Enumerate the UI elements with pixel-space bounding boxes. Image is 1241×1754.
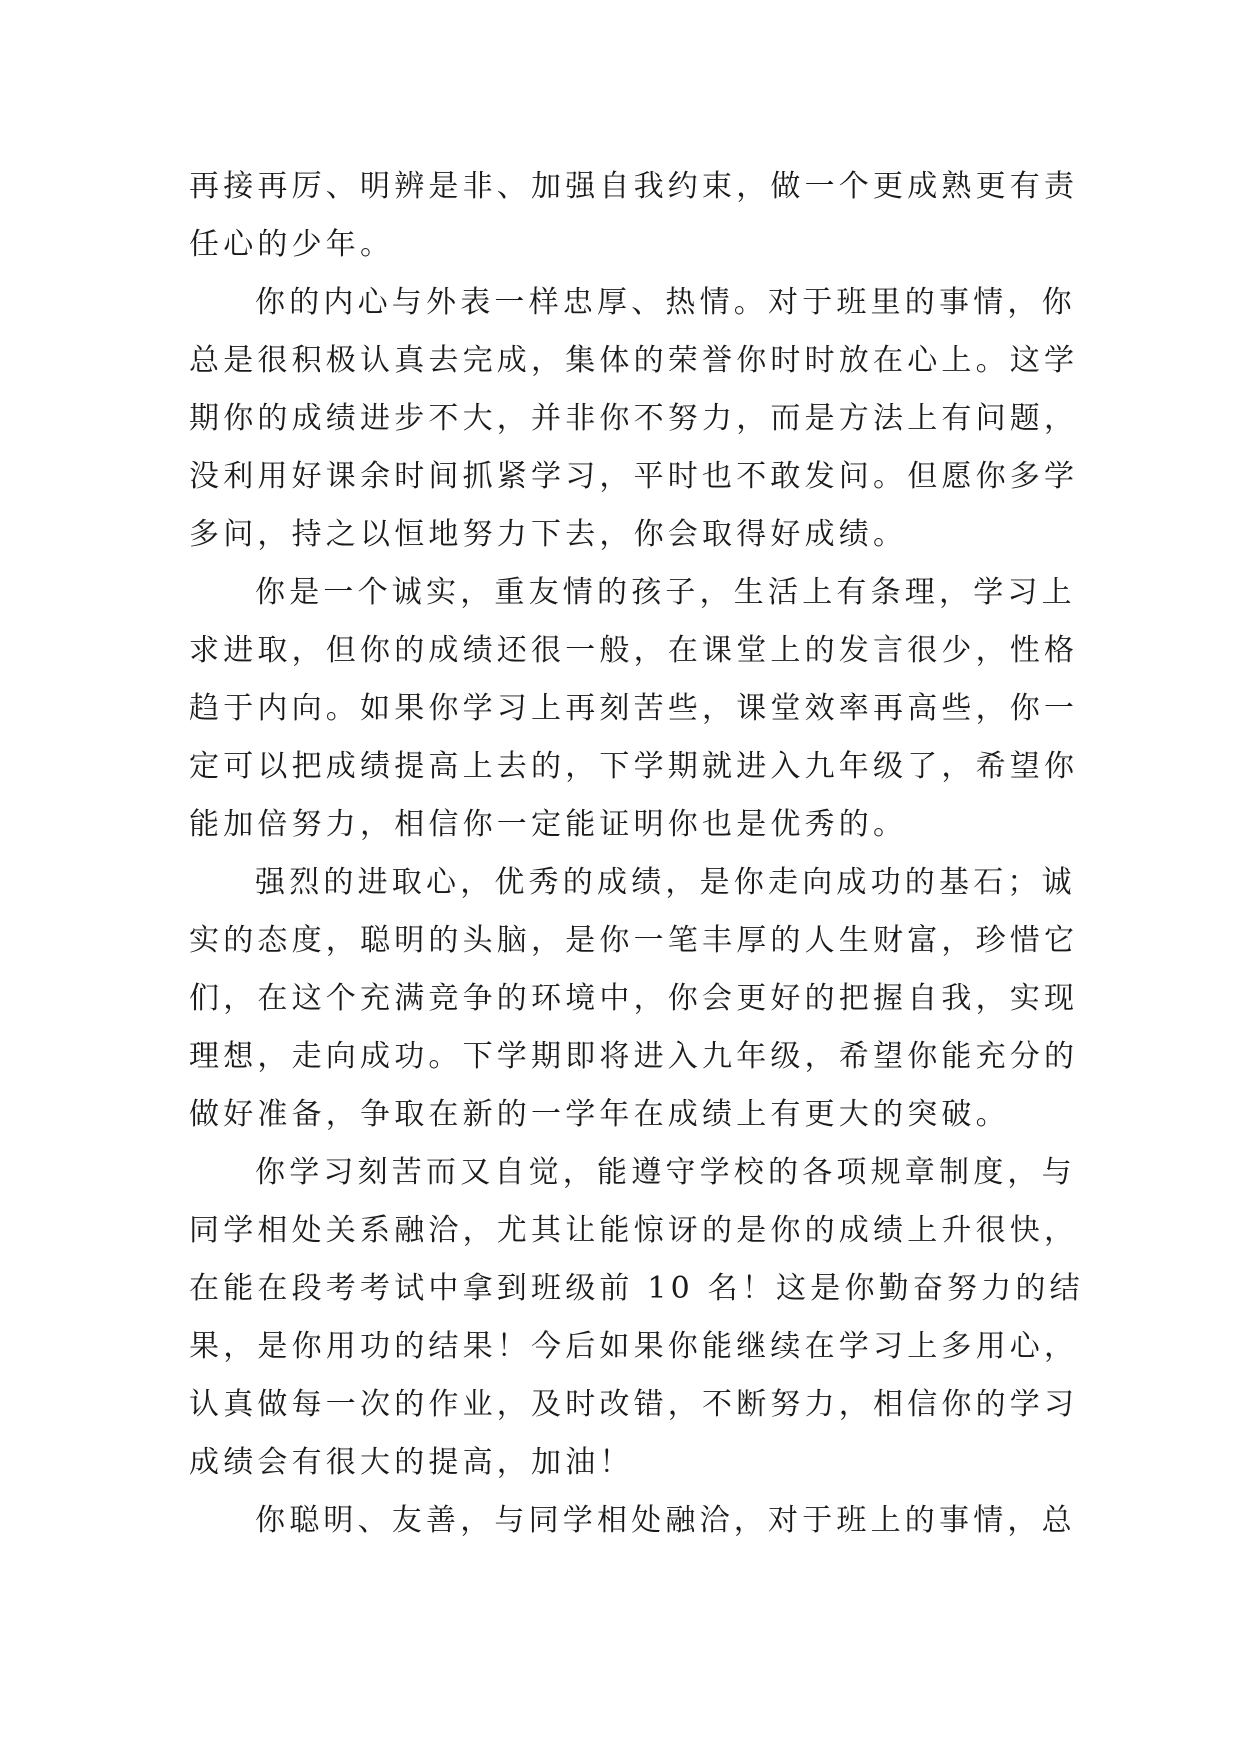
comment-text-block (189, 158, 1084, 1550)
text-line-22: 认真做每一次的作业，及时改错，不断努力，相信你的学习 (189, 1387, 1079, 1422)
text-line-9: 求进取，但你的成绩还很一般，在课堂上的发言很少，性格 (189, 633, 1079, 668)
text-line-5: 期你的成绩进步不大，并非你不努力，而是方法上有问题， (189, 401, 1079, 436)
text-line-18: 你学习刻苦而又自觉，能遵守学校的各项规章制度，与 (255, 1155, 1076, 1190)
text-line-17: 做好准备，争取在新的一学年在成绩上有更大的突破。 (189, 1097, 1010, 1132)
text-line-7: 多问，持之以恒地努力下去，你会取得好成绩。 (189, 517, 908, 552)
text-line-4: 总是很积极认真去完成，集体的荣誉你时时放在心上。这学 (189, 343, 1079, 378)
text-line-21: 果，是你用功的结果！今后如果你能继续在学习上多用心， (189, 1329, 1079, 1364)
text-line-16: 理想，走向成功。下学期即将进入九年级，希望你能充分的 (189, 1039, 1079, 1074)
text-line-20: 在能在段考考试中拿到班级前 10 名！这是你勤奋努力的结 (189, 1271, 1084, 1306)
text-line-6: 没利用好课余时间抓紧学习，平时也不敢发问。但愿你多学 (189, 459, 1079, 494)
text-line-3: 你的内心与外表一样忠厚、热情。对于班里的事情，你 (255, 285, 1076, 320)
text-line-23: 成绩会有很大的提高，加油！ (189, 1445, 634, 1480)
text-line-10: 趋于内向。如果你学习上再刻苦些，课堂效率再高些，你一 (189, 691, 1079, 726)
text-line-15: 们，在这个充满竞争的环境中，你会更好的把握自我，实现 (189, 981, 1079, 1016)
text-line-8: 你是一个诚实，重友情的孩子，生活上有条理，学习上 (255, 575, 1076, 610)
text-line-14: 实的态度，聪明的头脑，是你一笔丰厚的人生财富，珍惜它 (189, 923, 1079, 958)
text-line-2: 任心的少年。 (189, 227, 395, 262)
text-line-1: 再接再厉、明辨是非、加强自我约束，做一个更成熟更有责 (189, 169, 1079, 204)
text-line-12: 能加倍努力，相信你一定能证明你也是优秀的。 (189, 807, 908, 842)
text-line-13: 强烈的进取心，优秀的成绩，是你走向成功的基石；诚 (255, 865, 1076, 900)
text-line-24: 你聪明、友善，与同学相处融洽，对于班上的事情，总 (255, 1503, 1076, 1538)
text-line-19: 同学相处关系融洽，尤其让能惊讶的是你的成绩上升很快， (189, 1213, 1079, 1248)
text-line-11: 定可以把成绩提高上去的，下学期就进入九年级了，希望你 (189, 749, 1079, 784)
